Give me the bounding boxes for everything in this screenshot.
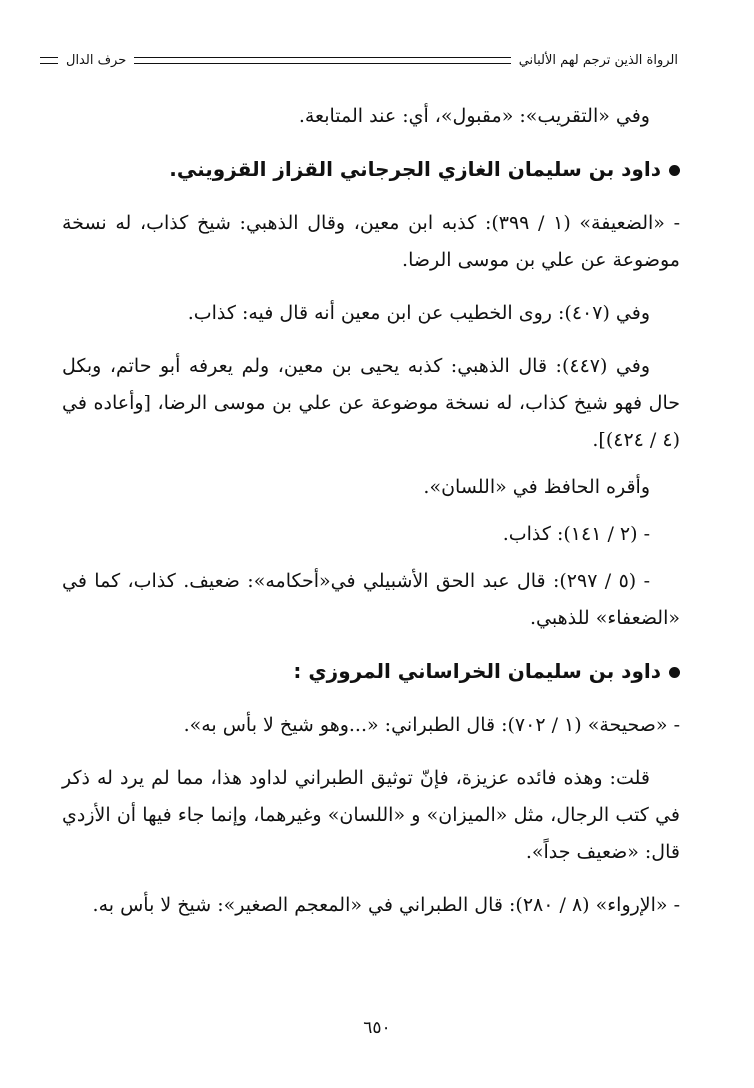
paragraph: - «صحيحة» (١ / ٧٠٢): قال الطبراني: «...وهو شيخ لا بأس به». xyxy=(183,714,680,736)
bullet-icon xyxy=(669,165,680,176)
paragraph: - «الإرواء» (٨ / ٢٨٠): قال الطبراني في «المعجم الصغير»: شيخ لا بأس به. xyxy=(92,894,680,916)
book-title: الرواة الذين ترجم لهم الألباني xyxy=(518,52,678,68)
paragraph: قلت: وهذه فائده عزيزة، فإنّ توثيق الطبراني لداود هذا، مما لم يرد له ذكر في كتب الرجال، مثل «الميزان» و «اللسان» وغيرهما، وإنما جاء فيها أن الأزدي قال: «ضعيف جداً». xyxy=(62,767,680,863)
header-end-rule xyxy=(40,57,58,64)
paragraph: - (٢ / ١٤١): كذاب. xyxy=(502,523,650,545)
paragraph: وفي (٤٤٧): قال الذهبي: كذبه يحيى بن معين، ولم يعرفه أبو حاتم، وبكل حال فهو شيخ كذاب، له نسخة موضوعة عن علي بن موسى الرضا، [وأعاده في (٤ / ٤٢٤)]. xyxy=(62,355,680,451)
entry-heading xyxy=(62,653,680,689)
entry-heading-text: داود بن سليمان الخراساني المروزي : xyxy=(293,659,661,683)
page-body xyxy=(62,98,680,940)
entry-heading xyxy=(62,151,680,187)
page-number: ٦٥٠ xyxy=(363,1018,391,1038)
paragraph: وفي (٤٠٧): روى الخطيب عن ابن معين أنه قال فيه: كذاب. xyxy=(187,302,650,324)
header-rule xyxy=(134,57,510,64)
running-header xyxy=(40,48,678,72)
paragraph: وفي «التقريب»: «مقبول»، أي: عند المتابعة. xyxy=(298,105,650,127)
bullet-icon xyxy=(669,667,680,678)
paragraph: وأقره الحافظ في «اللسان». xyxy=(423,476,650,498)
paragraph: - «الضعيفة» (١ / ٣٩٩): كذبه ابن معين، وقال الذهبي: شيخ كذاب، له نسخة موضوعة عن علي بن موسى الرضا. xyxy=(62,212,680,271)
entry-heading-text: داود بن سليمان الغازي الجرجاني القزاز القزويني. xyxy=(169,157,661,181)
paragraph: - (٥ / ٢٩٧): قال عبد الحق الأشبيلي في«أحكامه»: ضعيف. كذاب، كما في «الضعفاء» للذهبي. xyxy=(62,570,680,629)
section-title: حرف الدال xyxy=(66,52,127,68)
